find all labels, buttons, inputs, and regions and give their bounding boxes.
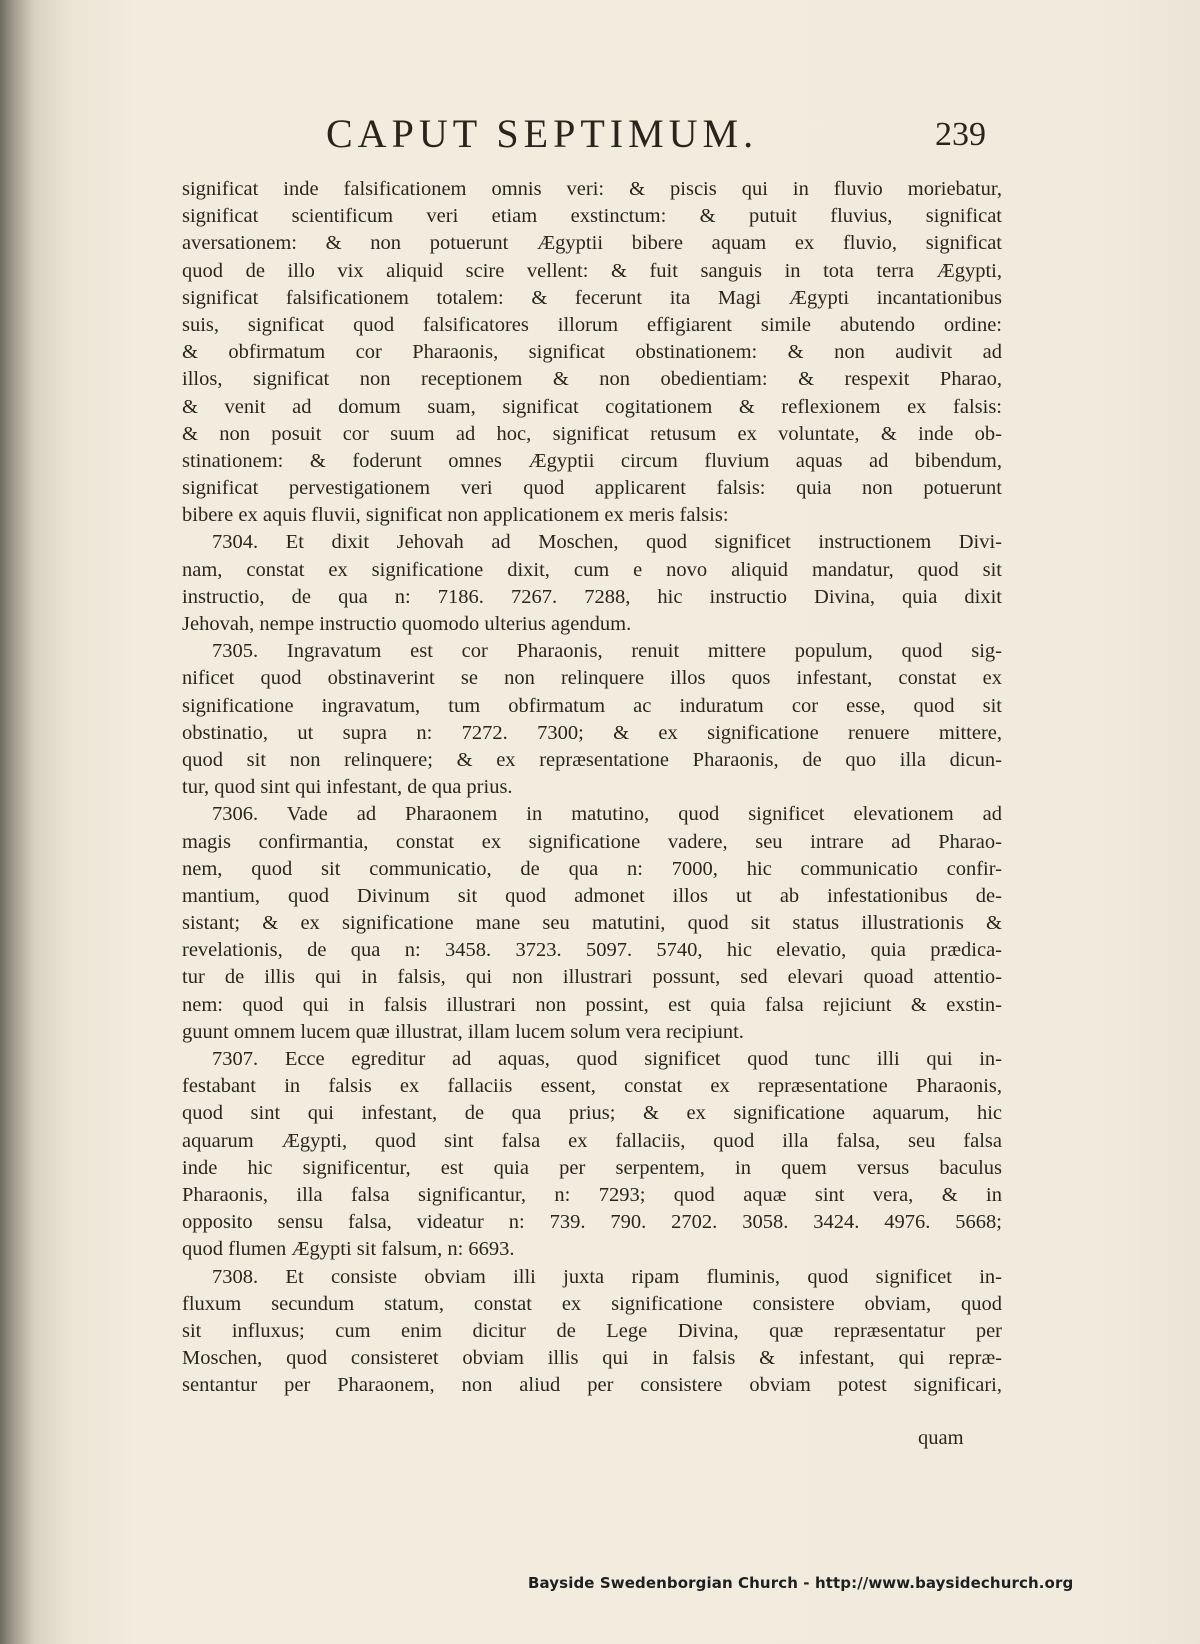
text-line: Jehovah, nempe instructio quomodo ulterius agendum.: [182, 613, 632, 635]
running-head: CAPUT SEPTIMUM.: [326, 111, 759, 156]
text-line: & obfirmatum cor Pharaonis, significat obstinationem: & non audivit ad: [182, 341, 1002, 364]
text-line: & non posuit cor suum ad hoc, significat retusum ex voluntate, & inde ob-: [182, 422, 1002, 445]
text-line: nem: quod qui in falsis illustrari non possint, est quia falsa rejiciunt & exstin-: [182, 993, 1002, 1016]
text-line: significat inde falsificationem omnis veri: & piscis qui in fluvio moriebatur,: [182, 178, 1002, 200]
text-line: festabant in falsis ex fallaciis essent, constat ex repræsentatione Pharaonis,: [182, 1075, 1002, 1098]
footer-credit: Bayside Swedenborgian Church - http://www.baysidechurch.org: [528, 1574, 1074, 1592]
text-line: quod sit non relinquere; & ex repræsentatione Pharaonis, de quo illa dicun-: [182, 748, 1002, 771]
text-line: 7305. Ingravatum est cor Pharaonis, renuit mittere populum, quod sig-: [212, 640, 1002, 663]
text-line: sentantur per Pharaonem, non aliud per consistere obviam potest significari,: [182, 1374, 1002, 1397]
text-line: 7304. Et dixit Jehovah ad Moschen, quod significet instructionem Divi-: [212, 531, 1002, 554]
text-line: significatione ingravatum, tum obfirmatum ac induratum cor esse, quod sit: [182, 694, 1002, 717]
text-line: nem, quod sit communicatio, de qua n: 7000, hic communicatio confir-: [182, 857, 1002, 880]
text-line: suis, significat quod falsificatores illorum effigiarent simile abutendo ordine:: [182, 313, 1002, 336]
page-header: [0, 110, 1200, 170]
text-line: sistant; & ex significatione mane seu matutini, quod sit status illustrationis &: [182, 912, 1002, 935]
text-line: sit influxus; cum enim dicitur de Lege Divina, quæ repræsentatur per: [182, 1319, 1002, 1342]
text-line: aversationem: & non potuerunt Ægyptii bibere aquam ex fluvio, significat: [182, 232, 1002, 255]
text-line: bibere ex aquis fluvii, significat non applicationem ex meris falsis:: [182, 504, 729, 527]
text-line: obstinatio, ut supra n: 7272. 7300; & ex significatione renuere mittere,: [182, 721, 1002, 744]
text-line: aquarum Ægypti, quod sint falsa ex fallaciis, quod illa falsa, seu falsa: [182, 1129, 1002, 1152]
text-line: significat pervestigationem veri quod applicarent falsis: quia non potuerunt: [182, 477, 1002, 500]
text-line: magis confirmantia, constat ex significatione vadere, seu intrare ad Pharao-: [182, 830, 1002, 853]
text-line: inde hic significentur, est quia per serpentem, in quem versus baculus: [182, 1156, 1002, 1179]
text-line: tur de illis qui in falsis, qui non illustrari possunt, sed elevari quoad attentio-: [182, 966, 1002, 989]
text-line: instructio, de qua n: 7186. 7267. 7288, hic instructio Divina, quia dixit: [182, 585, 1002, 608]
text-line: significat scientificum veri etiam exstinctum: & putuit fluvius, significat: [182, 205, 1002, 228]
text-line: 7306. Vade ad Pharaonem in matutino, quod significet elevationem ad: [212, 803, 1002, 826]
text-line: Moschen, quod consisteret obviam illis qui in falsis & infestant, qui repræ-: [182, 1347, 1002, 1370]
text-line: Pharaonis, illa falsa significantur, n: 7293; quod aquæ sint vera, & in: [182, 1183, 1002, 1206]
text-line: tur, quod sint qui infestant, de qua prius.: [182, 776, 513, 799]
text-line: opposito sensu falsa, videatur n: 739. 790. 2702. 3058. 3424. 4976. 5668;: [182, 1211, 1002, 1234]
text-line: & venit ad domum suam, significat cogitationem & reflexionem ex falsis:: [182, 395, 1002, 418]
page-number: 239: [935, 116, 986, 153]
text-line: stinationem: & foderunt omnes Ægyptii circum fluvium aquas ad bibendum,: [182, 449, 1002, 472]
text-line: guunt omnem lucem quæ illustrat, illam lucem solum vera recipiunt.: [182, 1020, 744, 1043]
text-line: quod sint qui infestant, de qua prius; & ex significatione aquarum, hic: [182, 1102, 1002, 1125]
text-line: illos, significat non receptionem & non obedientiam: & respexit Pharao,: [182, 368, 1002, 391]
text-line: quod de illo vix aliquid scire vellent: & fuit sanguis in tota terra Ægypti,: [182, 259, 1002, 282]
text-line: 7308. Et consiste obviam illi juxta ripam fluminis, quod significet in-: [212, 1265, 1002, 1288]
text-line: fluxum secundum statum, constat ex significatione consistere obviam, quod: [182, 1292, 1002, 1315]
text-line: mantium, quod Divinum sit quod admonet illos ut ab infestationibus de-: [182, 884, 1002, 907]
body-text: [182, 176, 1002, 1399]
text-line: nificet quod obstinaverint se non relinquere illos quos infestant, constat ex: [182, 667, 1002, 690]
text-line: nam, constat ex significatione dixit, cum e novo aliquid mandatur, quod sit: [182, 558, 1002, 581]
text-line: significat falsificationem totalem: & fecerunt ita Magi Ægypti incantationibus: [182, 286, 1002, 309]
text-line: quod flumen Ægypti sit falsum, n: 6693.: [182, 1238, 515, 1261]
text-line: revelationis, de qua n: 3458. 3723. 5097. 5740, hic elevatio, quia prædica-: [182, 939, 1002, 962]
catchword: quam: [918, 1427, 964, 1449]
text-line: 7307. Ecce egreditur ad aquas, quod significet quod tunc illi qui in-: [212, 1048, 1002, 1070]
